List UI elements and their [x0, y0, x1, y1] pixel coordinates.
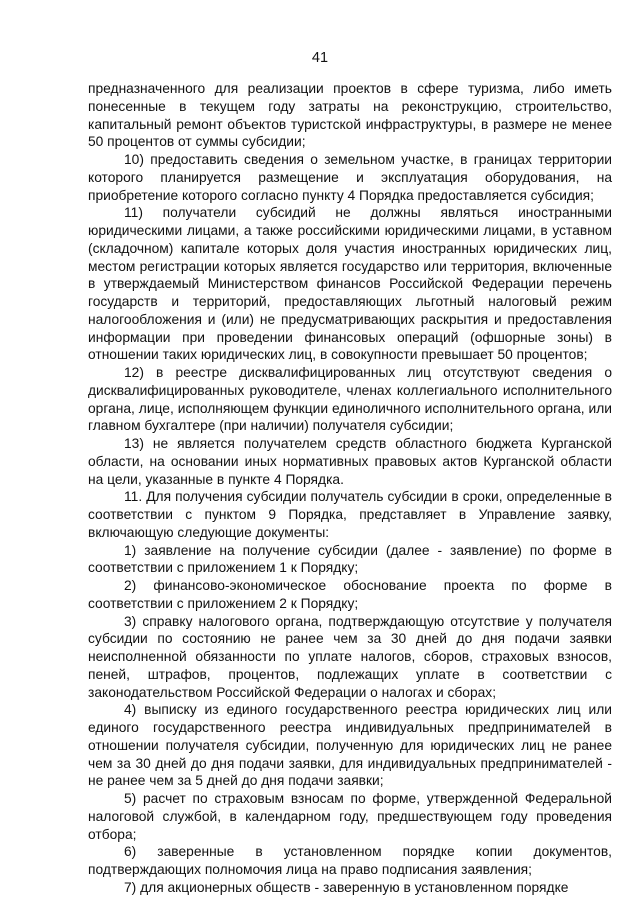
paragraph-doc-2: 2) финансово-экономическое обоснование проекта по форме в соответствии с приложением 2 к Порядку; — [88, 578, 612, 611]
paragraph-item-13: 13) не является получателем средств областного бюджета Курганской области, на основании иных нормативных правовых актов Курганской области на цели, указанные в пункте 4 Порядка. — [88, 436, 612, 487]
page-number: 41 — [311, 50, 329, 66]
paragraph-item-11: 11) получатели субсидий не должны являться иностранными юридическими лицами, а также российскими юридическими лицами, в уставном (складочном) капитале которых доля участия иностранных юридических лиц, местом регистрации которых является государство или территория, включенные в утверждаемый Министерством финансов Российской Федерации перечень государств и территорий, предоставляющих льготный налоговый режим налогообложения и (или) не предусматривающих раскрытия и предоставления информации при проведении финансовых операций (офшорные зоны) в отношении таких юридических лиц, в совокупности превышает 50 процентов; — [88, 205, 612, 363]
paragraph-doc-1: 1) заявление на получение субсидии (далее - заявление) по форме в соответствии с приложением 1 к Порядку; — [88, 542, 612, 576]
paragraph-doc-4: 4) выписку из единого государственного реестра юридических лиц или единого государственного реестра индивидуальных предпринимателей в отношении получателя субсидии, полученную для юридических лиц не ранее чем за 30 дней до дня подачи заявки, для индивидуальных предпринимателей - не ранее чем за 5 дней до дня подачи заявки; — [88, 702, 612, 789]
paragraph-doc-3: 3) справку налогового органа, подтверждающую отсутствие у получателя субсидии по состоянию не ранее чем за 30 дней до дня подачи заявки неисполненной обязанности по уплате налогов, сборов, страховых взносов, пеней, штрафов, процентов, подлежащих уплате в соответствии с законодательством Российской Федерации о налогах и сборах; — [88, 613, 612, 700]
paragraph-item-12: 12) в реестре дисквалифицированных лиц отсутствуют сведения о дисквалифицированных руководителе, членах коллегиального исполнительного органа, лице, исполняющем функции единоличного исполнительного органа, или главном бухгалтере (при наличии) получателя субсидии; — [88, 365, 612, 434]
paragraph-clause-11: 11. Для получения субсидии получатель субсидии в сроки, определенные в соответствии с пунктом 9 Порядка, представляет в Управление заявку, включающую следующие документы: — [88, 489, 612, 540]
paragraph-doc-6: 6) заверенные в установленном порядке копии документов, подтверждающих полномочия лица на право подписания заявления; — [88, 844, 612, 877]
document-body — [88, 80, 612, 897]
paragraph-doc-7: 7) для акционерных обществ - заверенную в установленном порядке — [124, 879, 569, 895]
paragraph-continuation: предназначенного для реализации проектов в сфере туризма, либо иметь понесенные в текущем году затраты на реконструкцию, строительство, капитальный ремонт объектов туристской инфраструктуры, в размере не менее 50 процентов от суммы субсидии; — [88, 81, 612, 150]
paragraph-item-10: 10) предоставить сведения о земельном участке, в границах территории которого планируется размещение и эксплуатация оборудования, на приобретение которого согласно пункту 4 Порядка предоставляется субсидия; — [88, 152, 612, 203]
paragraph-doc-5: 5) расчет по страховым взносам по форме, утвержденной Федеральной налоговой службой, в календарном году, предшествующем году проведения отбора; — [88, 791, 612, 842]
